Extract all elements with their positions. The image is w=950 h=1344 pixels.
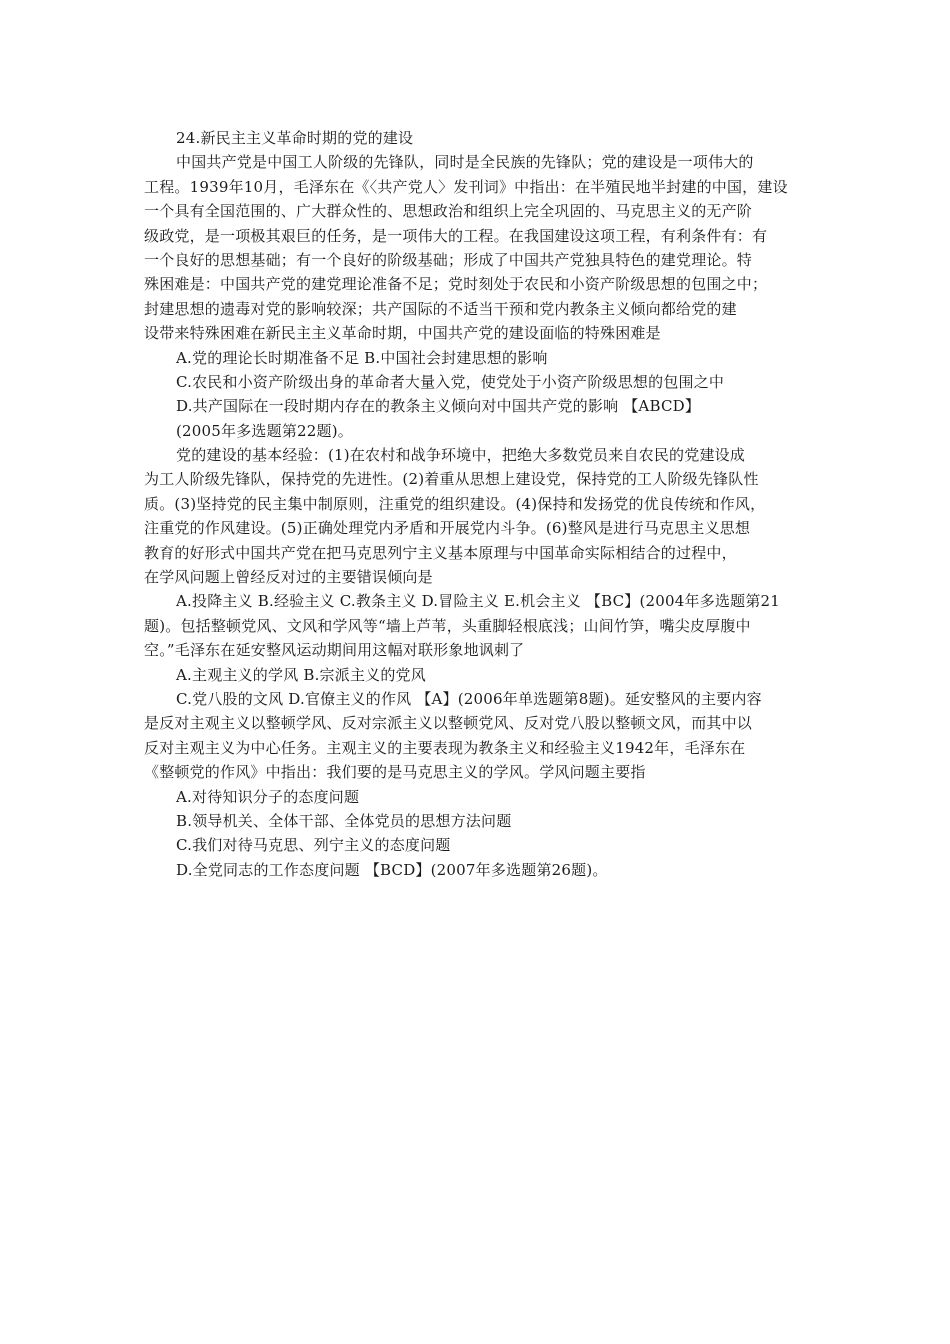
text-line: A.党的理论长时期准备不足 B.中国社会封建思想的影响 <box>176 348 548 367</box>
text-line: A.投降主义 B.经验主义 C.教条主义 D.冒险主义 E.机会主义 【BC】(2004年多选题第21 <box>176 592 781 611</box>
text-line: 设带来特殊困难在新民主主义革命时期，中国共产党的建设面临的特殊困难是 <box>144 324 661 343</box>
text-line: D.共产国际在一段时期内存在的教条主义倾向对中国共产党的影响 【ABCD】 <box>176 397 701 416</box>
text-line: 封建思想的遗毒对党的影响较深；共产国际的不适当干预和党内教条主义倾向都给党的建 <box>144 299 737 318</box>
text-line: 题)。包括整顿党风、文风和学风等“墙上芦苇，头重脚轻根底浅；山间竹笋，嘴尖皮厚腹中 <box>144 616 751 635</box>
text-line: 殊困难是：中国共产党的建党理论准备不足；党时刻处于农民和小资产阶级思想的包围之中； <box>144 275 768 294</box>
text-line: 为工人阶级先锋队，保持党的先进性。(2)着重从思想上建设党，保持党的工人阶级先锋队性 <box>144 470 759 489</box>
text-line: 24.新民主主义革命时期的党的建设 <box>176 129 414 147</box>
text-line: 党的建设的基本经验：(1)在农村和战争环境中，把绝大多数党员来自农民的党建设成 <box>176 446 746 465</box>
text-line: 是反对主观主义以整顿学风、反对宗派主义以整顿党风、反对党八股以整顿文风，而其中以 <box>144 714 753 733</box>
text-line: 空。”毛泽东在延安整风运动期间用这幅对联形象地讽刺了 <box>144 641 525 660</box>
text-line: 注重党的作风建设。(5)正确处理党内矛盾和开展党内斗争。(6)整风是进行马克思主义思想 <box>144 519 751 538</box>
text-line: A.对待知识分子的态度问题 <box>176 787 360 806</box>
text-line: C.我们对待马克思、列宁主义的态度问题 <box>176 836 451 855</box>
text-line: D.全党同志的工作态度问题 【BCD】(2007年多选题第26题)。 <box>176 860 608 879</box>
text-line: 《整顿党的作风》中指出：我们要的是马克思主义的学风。学风问题主要指 <box>144 763 646 782</box>
document-body <box>144 126 820 882</box>
text-line: 一个具有全国范围的、广大群众性的、思想政治和组织上完全巩固的、马克思主义的无产阶 <box>144 202 753 221</box>
text-line: (2005年多选题第22题)。 <box>176 421 353 440</box>
text-line: 中国共产党是中国工人阶级的先锋队，同时是全民族的先锋队；党的建设是一项伟大的 <box>176 153 754 172</box>
text-line: 级政党，是一项极其艰巨的任务，是一项伟大的工程。在我国建设这项工程，有利条件有：有 <box>144 226 768 245</box>
text-line: C.党八股的文风 D.官僚主义的作风 【A】(2006年单选题第8题)。延安整风的主要内容 <box>176 689 762 708</box>
text-line: 反对主观主义为中心任务。主观主义的主要表现为教条主义和经验主义1942年，毛泽东在 <box>144 738 746 757</box>
text-line: 在学风问题上曾经反对过的主要错误倾向是 <box>144 568 433 587</box>
text-line: 一个良好的思想基础；有一个良好的阶级基础；形成了中国共产党独具特色的建党理论。特 <box>144 250 753 269</box>
text-line: A.主观主义的学风 B.宗派主义的党风 <box>176 665 426 684</box>
text-line: 质。(3)坚持党的民主集中制原则，注重党的组织建设。(4)保持和发扬党的优良传统和作风， <box>144 494 766 513</box>
text-line: B.领导机关、全体干部、全体党员的思想方法问题 <box>176 811 512 830</box>
text-line: C.农民和小资产阶级出身的革命者大量入党，使党处于小资产阶级思想的包围之中 <box>176 372 725 391</box>
text-line: 教育的好形式中国共产党在把马克思列宁主义基本原理与中国革命实际相结合的过程中， <box>144 543 737 562</box>
text-line: 工程。1939年10月，毛泽东在《〈共产党人〉发刊词》中指出：在半殖民地半封建的中国，建设 <box>144 177 788 196</box>
